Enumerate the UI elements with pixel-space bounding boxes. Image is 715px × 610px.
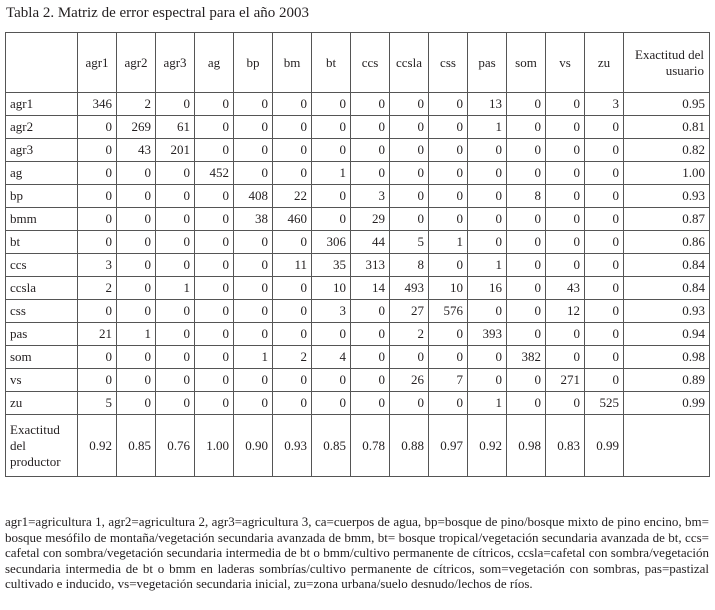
matrix-cell: 0 [507, 369, 546, 392]
matrix-cell: 0 [273, 392, 312, 415]
matrix-cell: 0 [312, 208, 351, 231]
table-row [6, 231, 710, 254]
matrix-cell: 0 [351, 323, 390, 346]
matrix-cell: 0 [78, 162, 117, 185]
matrix-cell: 1 [468, 116, 507, 139]
matrix-cell: 1 [468, 392, 507, 415]
matrix-cell: 393 [468, 323, 507, 346]
producer-accuracy-cell: 0.88 [390, 415, 429, 477]
matrix-cell: 0 [273, 300, 312, 323]
matrix-cell: 0 [429, 139, 468, 162]
matrix-cell: 0 [507, 392, 546, 415]
column-header: som [507, 33, 546, 93]
matrix-cell: 3 [312, 300, 351, 323]
row-label: som [6, 346, 78, 369]
table-row [6, 392, 710, 415]
matrix-cell: 0 [429, 116, 468, 139]
matrix-cell: 408 [234, 185, 273, 208]
matrix-cell: 0 [195, 116, 234, 139]
row-label: bt [6, 231, 78, 254]
table-row [6, 185, 710, 208]
matrix-cell: 44 [351, 231, 390, 254]
matrix-cell: 0 [234, 369, 273, 392]
matrix-cell: 0 [351, 116, 390, 139]
matrix-cell: 0 [78, 116, 117, 139]
matrix-cell: 0 [195, 185, 234, 208]
matrix-cell: 0 [234, 139, 273, 162]
matrix-cell: 1 [156, 277, 195, 300]
matrix-cell: 0 [468, 231, 507, 254]
column-header: zu [585, 33, 624, 93]
table-caption: Tabla 2. Matriz de error espectral para el año 2003 [6, 5, 309, 21]
column-header: agr3 [156, 33, 195, 93]
empty-cell [624, 415, 710, 477]
matrix-cell: 16 [468, 277, 507, 300]
matrix-cell: 0 [546, 392, 585, 415]
row-label: bmm [6, 208, 78, 231]
matrix-cell: 0 [585, 116, 624, 139]
matrix-cell: 306 [312, 231, 351, 254]
matrix-cell: 0 [468, 300, 507, 323]
matrix-cell: 576 [429, 300, 468, 323]
matrix-cell: 0 [234, 277, 273, 300]
matrix-cell: 0 [390, 208, 429, 231]
matrix-cell: 0 [585, 346, 624, 369]
matrix-cell: 0 [390, 139, 429, 162]
matrix-cell: 0 [585, 277, 624, 300]
matrix-cell: 452 [195, 162, 234, 185]
matrix-cell: 0 [507, 139, 546, 162]
table-row [6, 369, 710, 392]
matrix-cell: 29 [351, 208, 390, 231]
matrix-cell: 43 [117, 139, 156, 162]
matrix-cell: 0 [117, 231, 156, 254]
matrix-cell: 5 [78, 392, 117, 415]
matrix-cell: 0 [351, 392, 390, 415]
column-header: ag [195, 33, 234, 93]
matrix-cell: 0 [78, 369, 117, 392]
matrix-cell: 493 [390, 277, 429, 300]
matrix-cell: 0 [585, 185, 624, 208]
matrix-cell: 0 [195, 231, 234, 254]
matrix-cell: 27 [390, 300, 429, 323]
user-accuracy-cell: 0.99 [624, 392, 710, 415]
matrix-cell: 2 [78, 277, 117, 300]
matrix-cell: 0 [351, 346, 390, 369]
matrix-cell: 0 [546, 346, 585, 369]
matrix-cell: 0 [195, 392, 234, 415]
matrix-cell: 43 [546, 277, 585, 300]
matrix-cell: 0 [468, 208, 507, 231]
matrix-cell: 0 [234, 162, 273, 185]
producer-accuracy-cell: 0.90 [234, 415, 273, 477]
matrix-cell: 0 [468, 185, 507, 208]
matrix-cell: 61 [156, 116, 195, 139]
matrix-cell: 1 [117, 323, 156, 346]
matrix-cell: 3 [351, 185, 390, 208]
matrix-cell: 1 [429, 231, 468, 254]
matrix-cell: 0 [351, 93, 390, 116]
matrix-cell: 0 [468, 162, 507, 185]
matrix-cell: 0 [78, 185, 117, 208]
row-label: ccs [6, 254, 78, 277]
matrix-cell: 0 [156, 369, 195, 392]
matrix-cell: 0 [156, 300, 195, 323]
matrix-cell: 0 [156, 208, 195, 231]
matrix-cell: 0 [312, 369, 351, 392]
producer-accuracy-cell: 1.00 [195, 415, 234, 477]
user-accuracy-cell: 0.93 [624, 300, 710, 323]
matrix-cell: 14 [351, 277, 390, 300]
row-label: agr2 [6, 116, 78, 139]
matrix-cell: 0 [195, 139, 234, 162]
matrix-cell: 1 [234, 346, 273, 369]
matrix-cell: 10 [429, 277, 468, 300]
matrix-cell: 0 [507, 300, 546, 323]
matrix-cell: 382 [507, 346, 546, 369]
row-label: ag [6, 162, 78, 185]
matrix-cell: 11 [273, 254, 312, 277]
matrix-cell: 0 [585, 254, 624, 277]
column-header: bp [234, 33, 273, 93]
matrix-cell: 0 [273, 116, 312, 139]
matrix-cell: 0 [585, 323, 624, 346]
matrix-cell: 0 [468, 346, 507, 369]
matrix-cell: 0 [117, 392, 156, 415]
matrix-cell: 0 [390, 93, 429, 116]
matrix-cell: 0 [429, 208, 468, 231]
column-header: css [429, 33, 468, 93]
producer-accuracy-cell: 0.76 [156, 415, 195, 477]
producer-accuracy-cell: 0.85 [117, 415, 156, 477]
matrix-cell: 3 [585, 93, 624, 116]
matrix-cell: 12 [546, 300, 585, 323]
matrix-cell: 2 [390, 323, 429, 346]
column-header: agr2 [117, 33, 156, 93]
matrix-cell: 0 [312, 392, 351, 415]
matrix-cell: 0 [546, 139, 585, 162]
table-row [6, 162, 710, 185]
matrix-cell: 0 [429, 323, 468, 346]
column-header: ccs [351, 33, 390, 93]
matrix-cell: 0 [429, 93, 468, 116]
matrix-cell: 0 [507, 116, 546, 139]
matrix-cell: 0 [156, 346, 195, 369]
matrix-cell: 0 [273, 277, 312, 300]
row-label: bp [6, 185, 78, 208]
column-header: pas [468, 33, 507, 93]
matrix-cell: 0 [156, 392, 195, 415]
user-accuracy-cell: 0.84 [624, 254, 710, 277]
matrix-cell: 7 [429, 369, 468, 392]
matrix-cell: 0 [78, 300, 117, 323]
matrix-cell: 0 [507, 231, 546, 254]
column-header: bt [312, 33, 351, 93]
matrix-cell: 0 [429, 392, 468, 415]
matrix-cell: 38 [234, 208, 273, 231]
matrix-cell: 35 [312, 254, 351, 277]
column-header: vs [546, 33, 585, 93]
matrix-cell: 0 [312, 323, 351, 346]
matrix-cell: 0 [546, 116, 585, 139]
matrix-cell: 0 [507, 208, 546, 231]
table-row [6, 208, 710, 231]
matrix-cell: 271 [546, 369, 585, 392]
matrix-cell: 0 [546, 162, 585, 185]
producer-accuracy-cell: 0.93 [273, 415, 312, 477]
matrix-cell: 0 [585, 162, 624, 185]
matrix-cell: 0 [546, 254, 585, 277]
matrix-cell: 0 [273, 162, 312, 185]
matrix-cell: 0 [546, 208, 585, 231]
corner-cell [6, 33, 78, 93]
row-label: agr1 [6, 93, 78, 116]
user-accuracy-cell: 0.89 [624, 369, 710, 392]
matrix-cell: 0 [390, 116, 429, 139]
table-row [6, 346, 710, 369]
user-accuracy-cell: 0.94 [624, 323, 710, 346]
error-matrix-table [5, 32, 710, 477]
matrix-cell: 8 [507, 185, 546, 208]
matrix-cell: 201 [156, 139, 195, 162]
matrix-cell: 26 [390, 369, 429, 392]
matrix-cell: 525 [585, 392, 624, 415]
matrix-cell: 0 [195, 208, 234, 231]
matrix-cell: 0 [273, 231, 312, 254]
column-header: ccsla [390, 33, 429, 93]
matrix-cell: 0 [117, 300, 156, 323]
matrix-cell: 0 [546, 93, 585, 116]
table-row [6, 254, 710, 277]
user-accuracy-cell: 0.82 [624, 139, 710, 162]
matrix-cell: 0 [585, 300, 624, 323]
matrix-cell: 0 [195, 277, 234, 300]
matrix-cell: 0 [507, 254, 546, 277]
matrix-cell: 0 [429, 185, 468, 208]
matrix-cell: 0 [585, 139, 624, 162]
matrix-cell: 0 [351, 369, 390, 392]
matrix-cell: 0 [117, 254, 156, 277]
matrix-cell: 0 [117, 162, 156, 185]
column-header: agr1 [78, 33, 117, 93]
matrix-cell: 0 [195, 323, 234, 346]
matrix-cell: 0 [234, 93, 273, 116]
producer-accuracy-cell: 0.98 [507, 415, 546, 477]
user-accuracy-cell: 0.93 [624, 185, 710, 208]
matrix-cell: 0 [468, 139, 507, 162]
header-row [6, 33, 710, 93]
matrix-cell: 0 [195, 300, 234, 323]
column-header: bm [273, 33, 312, 93]
producer-accuracy-label: Exactitud del productor [6, 415, 78, 477]
matrix-cell: 0 [117, 208, 156, 231]
matrix-cell: 8 [390, 254, 429, 277]
row-label: agr3 [6, 139, 78, 162]
matrix-cell: 0 [546, 231, 585, 254]
table-footnote: agr1=agricultura 1, agr2=agricultura 2, agr3=agricultura 3, ca=cuerpos de agua, bp=bosque de pino/bosque mixto de pino encino, bm= bosque mesófilo de montaña/vegetación secundaria avanzada de bmm, bt= bosque tropical/vegetación secundaria avanzada de bt, ccs= cafetal con sombra/vegetación secundaria intermedia de bt o bmm/cultivo permanente de cítricos, ccsla=cafetal con sombra/vegetación secundaria intermedia de bt o bmm en laderas sombrías/cultivo permanente de cítricos, som=vegetación con sombras, pas=pastizal cultivado e inducido, vs=vegetación secundaria inicial, zu=zona urbana/suelo desnudo/lechos de ríos. [5, 514, 709, 592]
producer-accuracy-row [6, 415, 710, 477]
matrix-cell: 0 [312, 139, 351, 162]
row-label: ccsla [6, 277, 78, 300]
user-accuracy-cell: 0.84 [624, 277, 710, 300]
table-row [6, 300, 710, 323]
user-accuracy-cell: 0.81 [624, 116, 710, 139]
matrix-cell: 0 [351, 300, 390, 323]
matrix-cell: 4 [312, 346, 351, 369]
matrix-cell: 0 [546, 185, 585, 208]
table-row [6, 323, 710, 346]
row-label: css [6, 300, 78, 323]
matrix-cell: 0 [312, 116, 351, 139]
row-label: zu [6, 392, 78, 415]
producer-accuracy-cell: 0.92 [78, 415, 117, 477]
producer-accuracy-cell: 0.99 [585, 415, 624, 477]
producer-accuracy-cell: 0.85 [312, 415, 351, 477]
matrix-cell: 0 [195, 346, 234, 369]
matrix-cell: 0 [585, 231, 624, 254]
matrix-cell: 0 [585, 369, 624, 392]
user-accuracy-cell: 0.95 [624, 93, 710, 116]
matrix-cell: 0 [78, 231, 117, 254]
matrix-cell: 0 [507, 162, 546, 185]
matrix-cell: 0 [273, 93, 312, 116]
table-row [6, 116, 710, 139]
matrix-cell: 0 [312, 93, 351, 116]
matrix-cell: 0 [78, 139, 117, 162]
matrix-cell: 0 [390, 162, 429, 185]
matrix-cell: 0 [585, 208, 624, 231]
matrix-cell: 0 [117, 277, 156, 300]
matrix-cell: 0 [351, 139, 390, 162]
matrix-cell: 1 [468, 254, 507, 277]
user-accuracy-cell: 1.00 [624, 162, 710, 185]
matrix-cell: 0 [546, 323, 585, 346]
matrix-cell: 21 [78, 323, 117, 346]
user-accuracy-cell: 0.87 [624, 208, 710, 231]
matrix-cell: 0 [351, 162, 390, 185]
matrix-cell: 0 [429, 254, 468, 277]
matrix-cell: 0 [234, 231, 273, 254]
matrix-cell: 0 [390, 346, 429, 369]
matrix-cell: 0 [117, 369, 156, 392]
matrix-cell: 0 [429, 162, 468, 185]
table-row [6, 139, 710, 162]
matrix-cell: 0 [234, 300, 273, 323]
matrix-cell: 0 [507, 93, 546, 116]
matrix-cell: 0 [156, 185, 195, 208]
producer-accuracy-cell: 0.83 [546, 415, 585, 477]
matrix-cell: 0 [273, 369, 312, 392]
matrix-cell: 0 [468, 369, 507, 392]
matrix-cell: 269 [117, 116, 156, 139]
producer-accuracy-cell: 0.97 [429, 415, 468, 477]
matrix-cell: 3 [78, 254, 117, 277]
matrix-cell: 2 [273, 346, 312, 369]
matrix-cell: 0 [234, 116, 273, 139]
matrix-cell: 0 [156, 162, 195, 185]
matrix-cell: 0 [429, 346, 468, 369]
matrix-cell: 13 [468, 93, 507, 116]
matrix-cell: 0 [507, 323, 546, 346]
matrix-cell: 0 [273, 323, 312, 346]
producer-accuracy-cell: 0.78 [351, 415, 390, 477]
matrix-cell: 2 [117, 93, 156, 116]
user-accuracy-header: Exactitud del usuario [624, 33, 710, 93]
matrix-cell: 0 [312, 185, 351, 208]
matrix-cell: 313 [351, 254, 390, 277]
matrix-cell: 0 [390, 185, 429, 208]
matrix-cell: 0 [156, 323, 195, 346]
table-row [6, 93, 710, 116]
matrix-cell: 346 [78, 93, 117, 116]
row-label: vs [6, 369, 78, 392]
matrix-cell: 0 [156, 254, 195, 277]
matrix-cell: 460 [273, 208, 312, 231]
matrix-cell: 0 [117, 346, 156, 369]
matrix-cell: 0 [234, 323, 273, 346]
producer-accuracy-cell: 0.92 [468, 415, 507, 477]
matrix-cell: 0 [78, 346, 117, 369]
matrix-cell: 0 [390, 392, 429, 415]
row-label: pas [6, 323, 78, 346]
matrix-cell: 1 [312, 162, 351, 185]
user-accuracy-cell: 0.98 [624, 346, 710, 369]
user-accuracy-cell: 0.86 [624, 231, 710, 254]
matrix-cell: 0 [156, 93, 195, 116]
table-row [6, 277, 710, 300]
matrix-cell: 22 [273, 185, 312, 208]
matrix-cell: 10 [312, 277, 351, 300]
matrix-cell: 0 [195, 254, 234, 277]
matrix-cell: 0 [78, 208, 117, 231]
matrix-cell: 0 [156, 231, 195, 254]
matrix-cell: 0 [117, 185, 156, 208]
matrix-cell: 0 [234, 392, 273, 415]
matrix-cell: 5 [390, 231, 429, 254]
matrix-cell: 0 [195, 369, 234, 392]
matrix-cell: 0 [234, 254, 273, 277]
matrix-cell: 0 [195, 93, 234, 116]
matrix-cell: 0 [507, 277, 546, 300]
matrix-cell: 0 [273, 139, 312, 162]
